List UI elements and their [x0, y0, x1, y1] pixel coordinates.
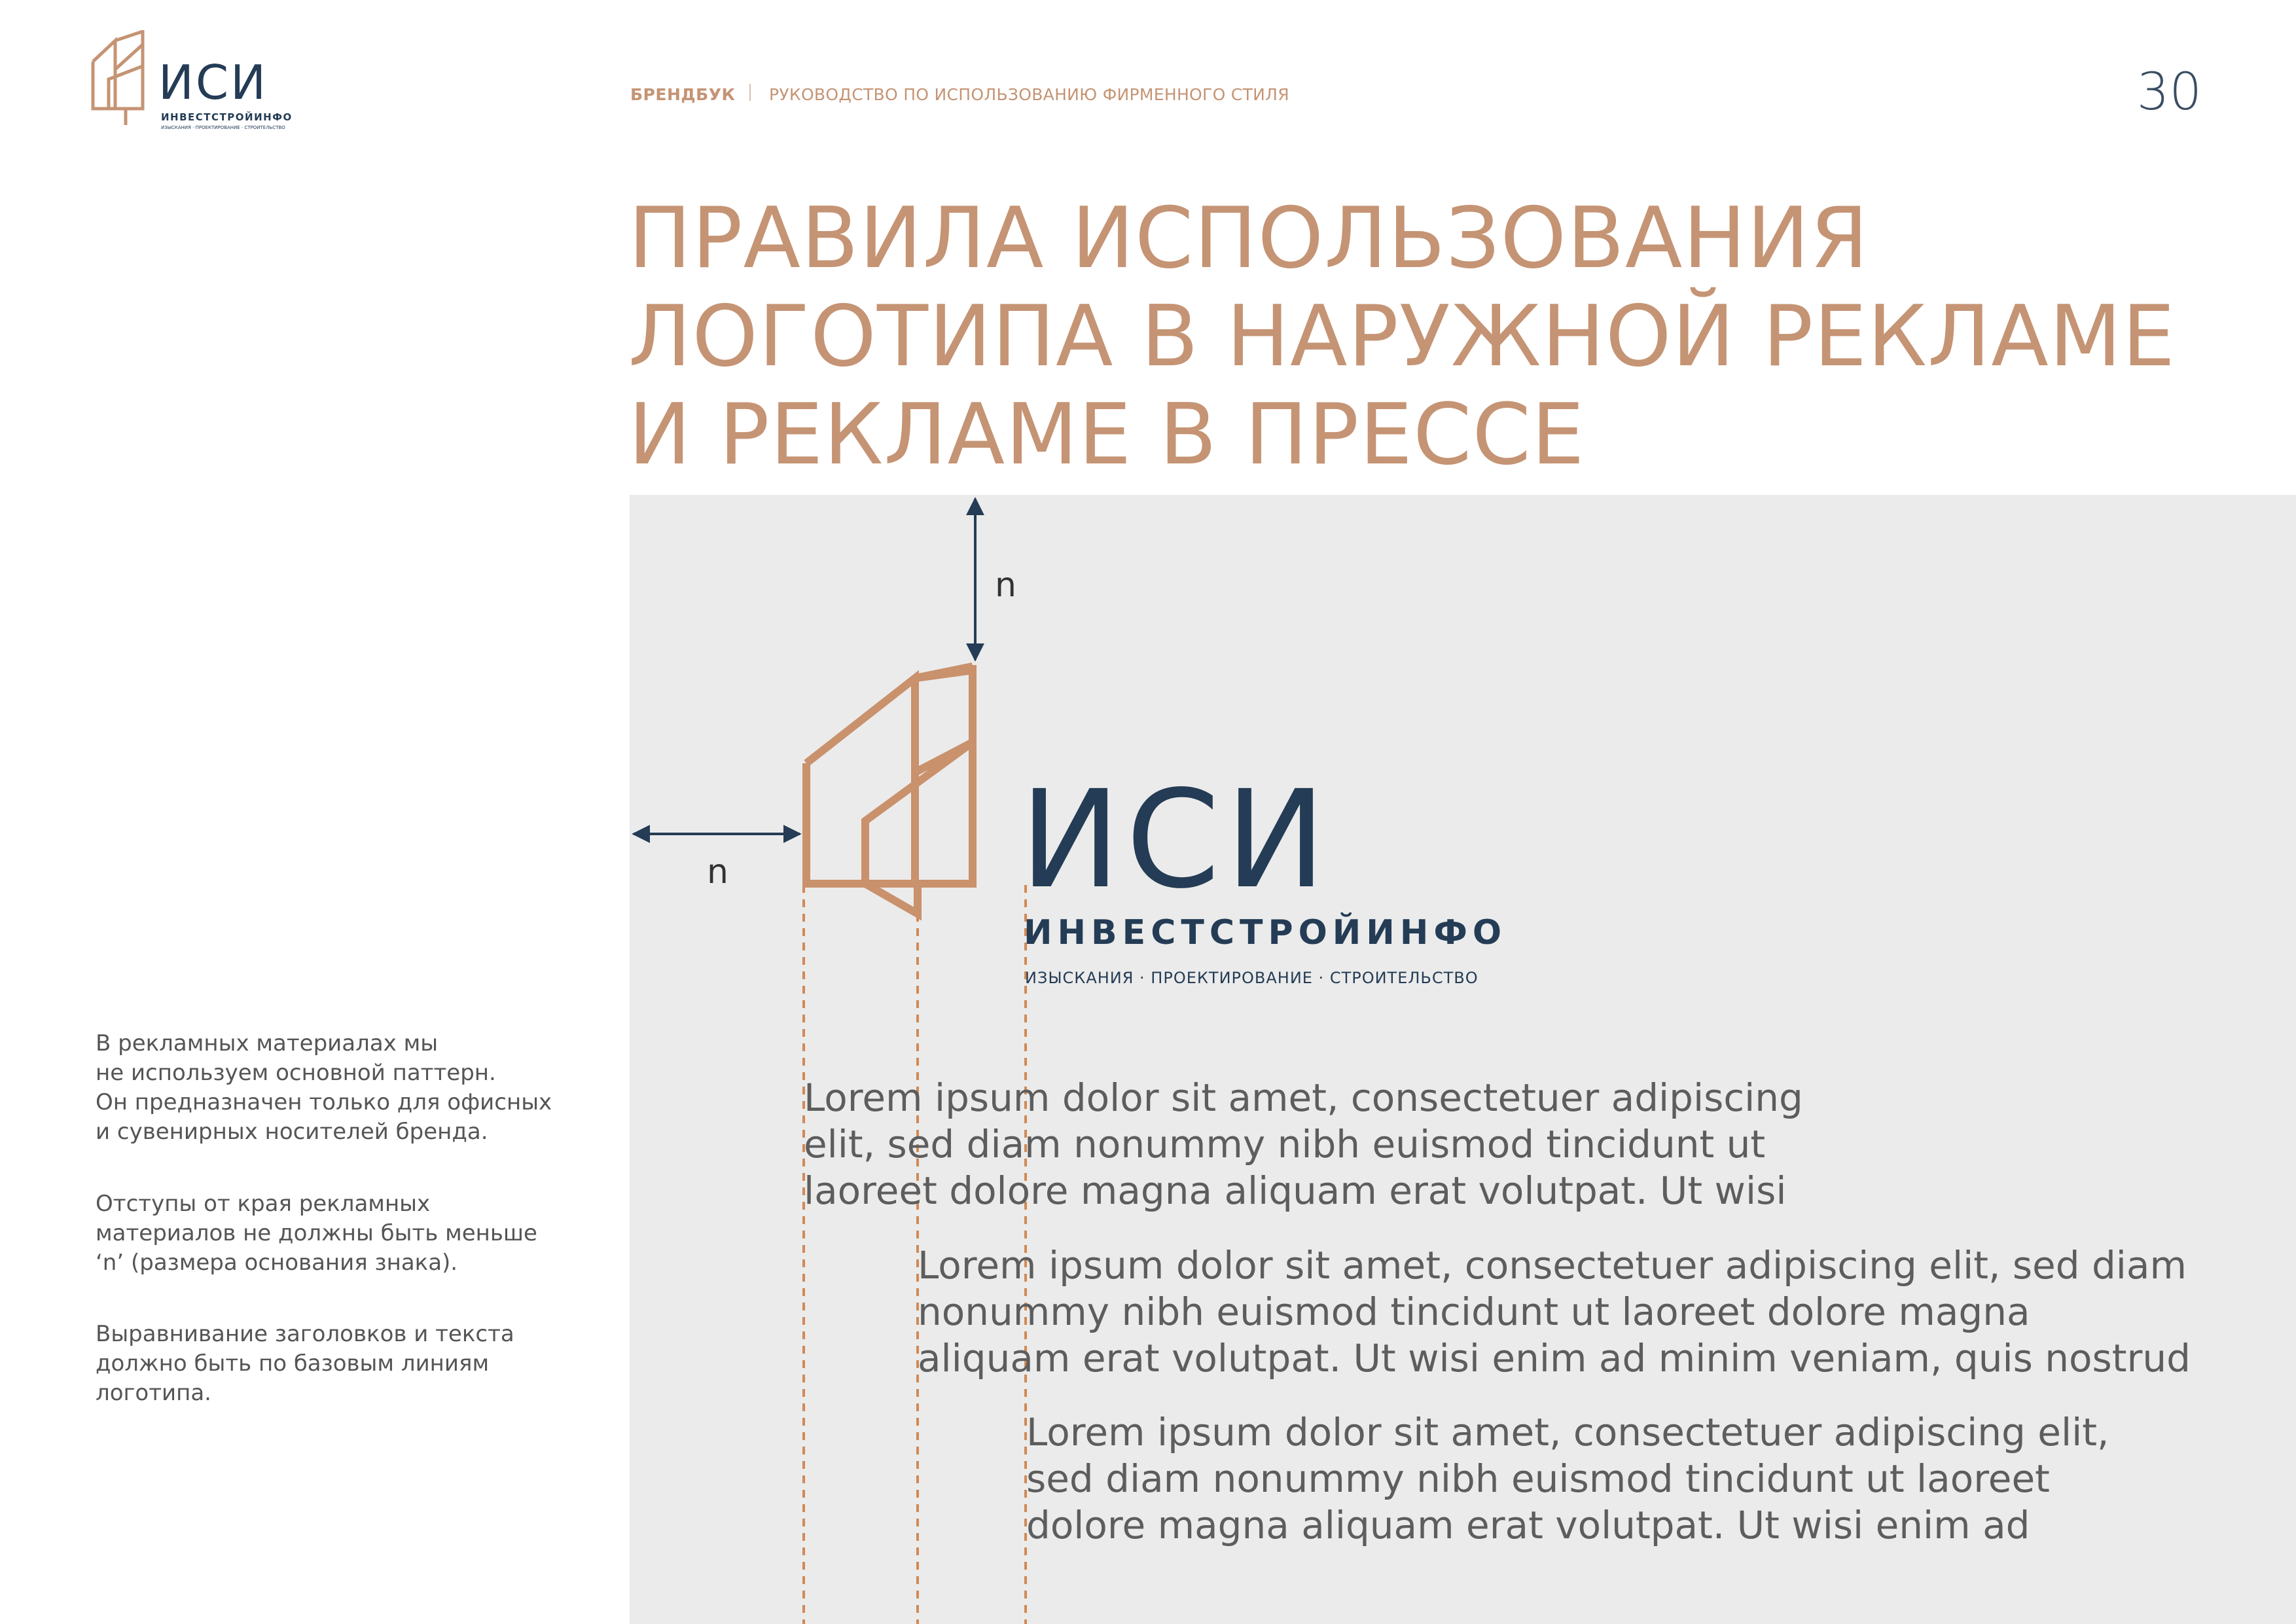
page-number: 30	[2136, 63, 2202, 122]
header-guide-title: РУКОВОДСТВО ПО ИСПОЛЬЗОВАНИЮ ФИРМЕННОГО СТИЛЯ	[769, 85, 1289, 104]
header-logo-tagline: ИЗЫСКАНИЯ · ПРОЕКТИРОВАНИЕ · СТРОИТЕЛЬСТВО	[161, 125, 285, 130]
header-logo	[89, 30, 298, 135]
page-title	[628, 190, 2245, 484]
header-brand: БРЕНДБУК	[630, 85, 736, 104]
page-title-line-3: И РЕКЛАМЕ В ПРЕССЕ	[628, 386, 1585, 484]
note-alignment: Выравнивание заголовков и текста должно быть по базовым линиям логотипа.	[96, 1321, 514, 1406]
header-logo-wordmark: ИСИ	[158, 55, 268, 110]
sample-paragraph-3: Lorem ipsum dolor sit amet, consectetuer adipiscing elit, sed diam nonummy nibh euismod tincidunt ut laoreet dolore magna aliquam erat volutpat. Ut wisi enim ad	[1026, 1410, 2109, 1547]
sample-paragraph-2: Lorem ipsum dolor sit amet, consectetuer adipiscing elit, sed diam nonummy nibh euismod tincidunt ut laoreet dolore magna aliquam erat volutpat. Ut wisi enim ad minim veniam, quis nostrud	[918, 1243, 2191, 1380]
note-pattern: В рекламных материалах мы не используем основной паттерн. Он предназначен только для офисных и сувенирных носителей бренда.	[96, 1030, 552, 1145]
sample-paragraph-1: Lorem ipsum dolor sit amet, consectetuer adipiscing elit, sed diam nonummy nibh euismod tincidunt ut laoreet dolore magna aliquam erat volutpat. Ut wisi	[804, 1075, 1803, 1213]
logo-company-name: ИНВЕСТСТРОЙИНФО	[1024, 913, 1507, 952]
logo-tagline: ИЗЫСКАНИЯ · ПРОЕКТИРОВАНИЕ · СТРОИТЕЛЬСТВО	[1025, 969, 1479, 987]
spacing-label-top: n	[995, 566, 1016, 605]
page-title-line-1: ПРАВИЛА ИСПОЛЬЗОВАНИЯ	[628, 190, 1869, 287]
building-mark-large-icon	[806, 665, 973, 914]
spacing-label-left: n	[707, 852, 728, 892]
page-title-line-2: ЛОГОТИПА В НАРУЖНОЙ РЕКЛАМЕ	[628, 288, 2176, 386]
logo-wordmark: ИСИ	[1020, 761, 1332, 918]
header-logo-company: ИНВЕСТСТРОЙИНФО	[161, 111, 293, 123]
header-divider	[749, 84, 751, 101]
note-margins: Отступы от края рекламных материалов не должны быть меньше ‘n’ (размера основания знака).	[96, 1191, 537, 1276]
